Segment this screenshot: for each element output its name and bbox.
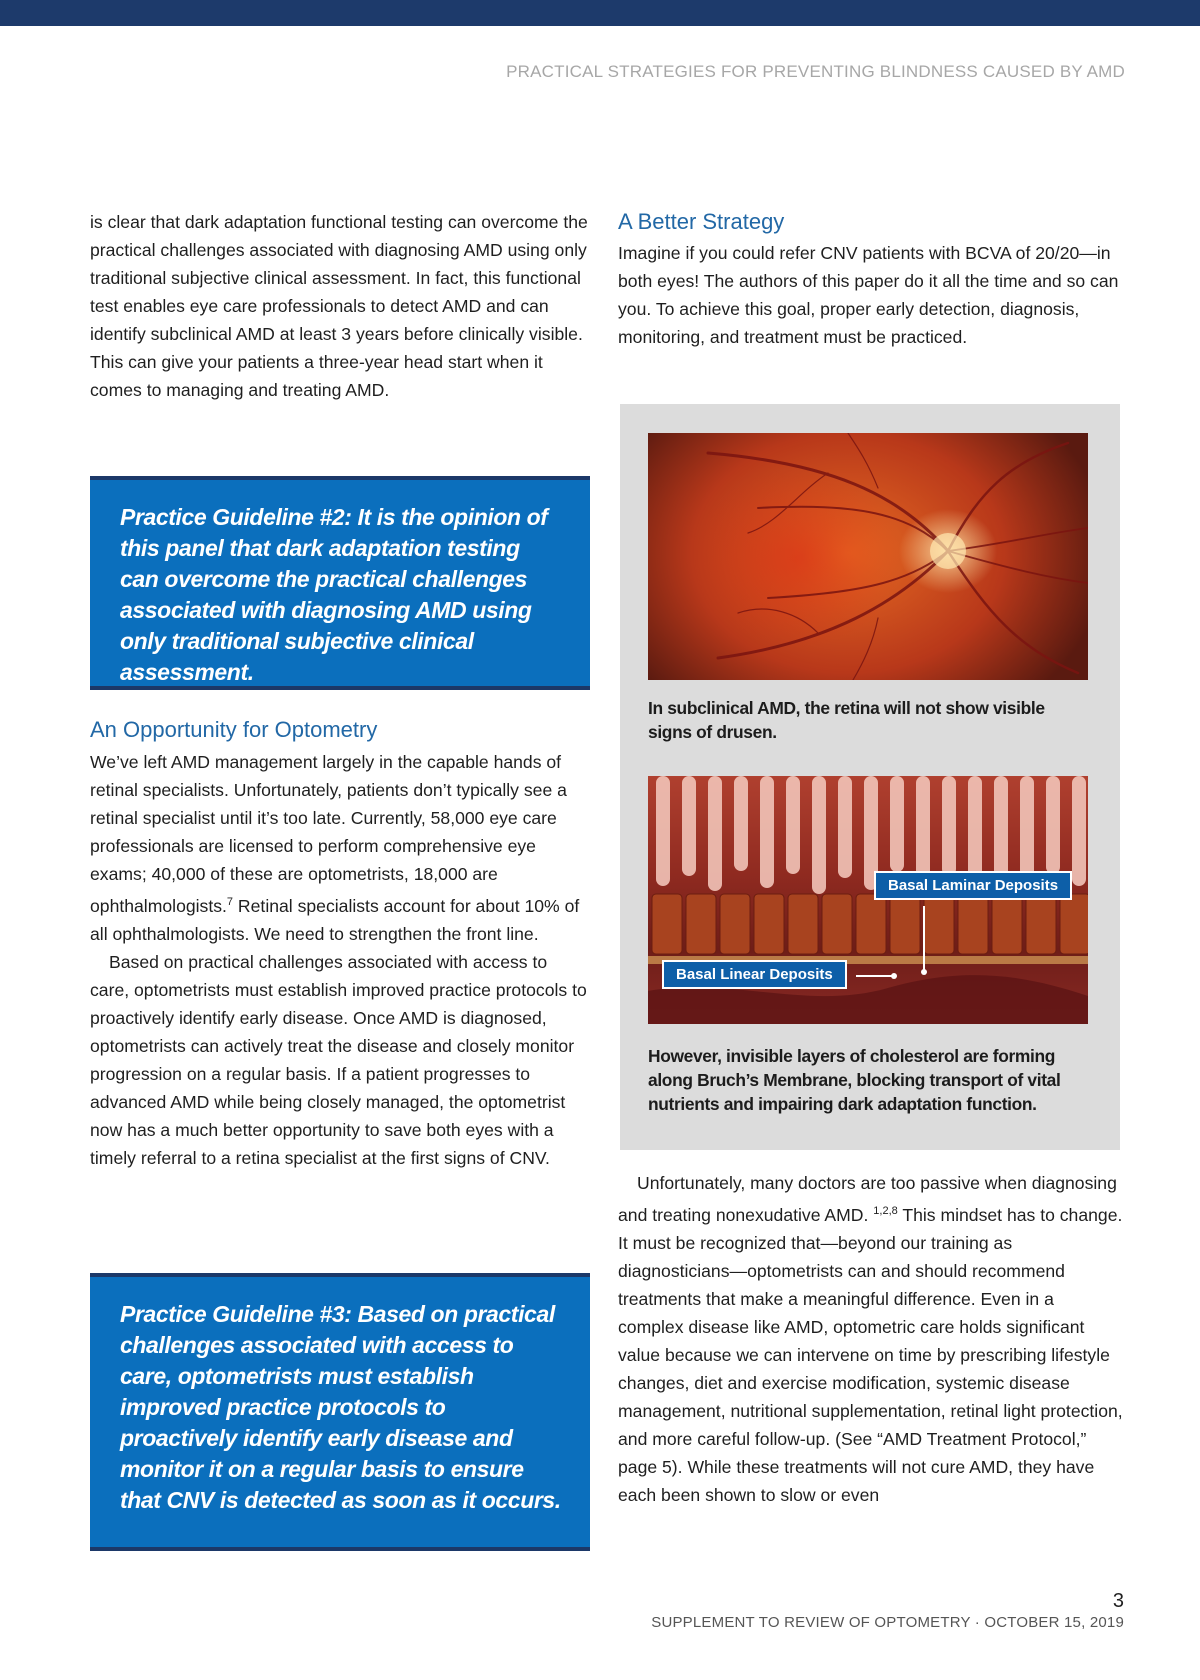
practice-guideline-3-box — [90, 1273, 590, 1551]
retina-fundus-photo — [648, 433, 1088, 680]
opportunity-p1-text: We’ve left AMD management largely in the capable hands of retinal specialists. Unfortunately, patients don’t typically see a retinal specialist until it’s too late. Currently, 58,000 eye care professionals are licensed to perform comprehensive eye exams; 40,000 of these are optometrists, 18,000 are ophthalmologists. — [90, 752, 567, 916]
references-1-2-8: 1,2,8 — [873, 1205, 898, 1217]
intro-paragraph — [90, 208, 590, 404]
practice-guideline-2-box — [90, 476, 590, 690]
opportunity-paragraph-1 — [90, 748, 590, 948]
closing-paragraph-text — [618, 1169, 1123, 1509]
figure-box — [620, 404, 1120, 1150]
practice-guideline-3-text: Practice Guideline #3: Based on practical challenges associated with access to care, optometrists must establish improved practice protocols to proactively identify early disease and monitor it on a regular basis to ensure that CNV is detected as soon as it occurs. — [120, 1301, 561, 1513]
running-header: PRACTICAL STRATEGIES FOR PREVENTING BLINDNESS CAUSED BY AMD — [506, 62, 1125, 81]
closing-text-start: Unfortunately, many doctors are too passive when diagnosing and treating nonexudative AMD. — [618, 1173, 1117, 1225]
opportunity-paragraph-2: Based on practical challenges associated with access to care, optometrists must establish improved practice protocols to proactively identify early disease. Once AMD is diagnosed, optometrists can actively treat the disease and closely monitor progression on a regular basis. If a patient progresses to advanced AMD while being closely managed, the optometrist now has a much better opportunity to save both eyes with a timely referral to a retina specialist at the first signs of CNV. — [90, 951, 587, 1168]
strategy-heading: A Better Strategy — [618, 209, 785, 234]
opportunity-heading: An Opportunity for Optometry — [90, 717, 378, 742]
top-color-bar — [0, 0, 1200, 26]
opportunity-p1-text-cont: Retinal specialists account for about 10% of all ophthalmologists. We need to strengthen the front line. — [90, 895, 580, 944]
publication-footer: SUPPLEMENT TO REVIEW OF OPTOMETRY · OCTOBER 15, 2019 — [651, 1614, 1124, 1631]
basal-laminar-deposits-label: Basal Laminar Deposits — [874, 871, 1072, 900]
strategy-paragraph: Imagine if you could refer CNV patients with BCVA of 20/20—in both eyes! The authors of this paper do it all the time and so can you. To achieve this goal, proper early detection, diagnosis, monitoring, and treatment must be practiced. — [618, 243, 1119, 347]
figure-caption-2: However, invisible layers of cholesterol are forming along Bruch’s Membrane, blocking transport of vital nutrients and impairing dark adaptation function. — [648, 1046, 1061, 1114]
reference-7: 7 — [226, 896, 234, 908]
practice-guideline-2-text: Practice Guideline #2: It is the opinion of this panel that dark adaptation testing can overcome the practical challenges associated with diagnosing AMD using only traditional subjective clinical assessment. — [120, 504, 548, 685]
opportunity-section — [90, 748, 590, 1172]
retina-vessels-drawing — [648, 433, 1088, 680]
figure-caption-1: In subclinical AMD, the retina will not show visible signs of drusen. — [648, 698, 1045, 742]
closing-paragraph — [618, 1169, 1123, 1509]
basal-linear-deposits-label: Basal Linear Deposits — [662, 960, 847, 989]
closing-text-cont: This mindset has to change. It must be recognized that—beyond our training as diagnosticians—optometrists can and should recommend treatments that make a meaningful difference. Even in a complex disease like AMD, optometric care holds significant value because we can intervene on time by prescribing lifestyle changes, diet and exercise modification, systemic disease management, nutritional supplementation, retinal light protection, and more careful follow-up. (See “AMD Treatment Protocol,” page 5). While these treatments will not cure AMD, they have each been shown to slow or even — [618, 1204, 1123, 1505]
intro-text: is clear that dark adaptation functional testing can overcome the practical challenges associated with diagnosing AMD using only traditional subjective clinical assessment. In fact, this functional test enables eye care professionals to detect AMD and can identify subclinical AMD at least 3 years before clinically visible. This can give your patients a three-year head start when it comes to managing and treating AMD. — [90, 212, 588, 400]
page-number: 3 — [1112, 1590, 1124, 1612]
bruchs-membrane-illustration — [648, 776, 1088, 1024]
